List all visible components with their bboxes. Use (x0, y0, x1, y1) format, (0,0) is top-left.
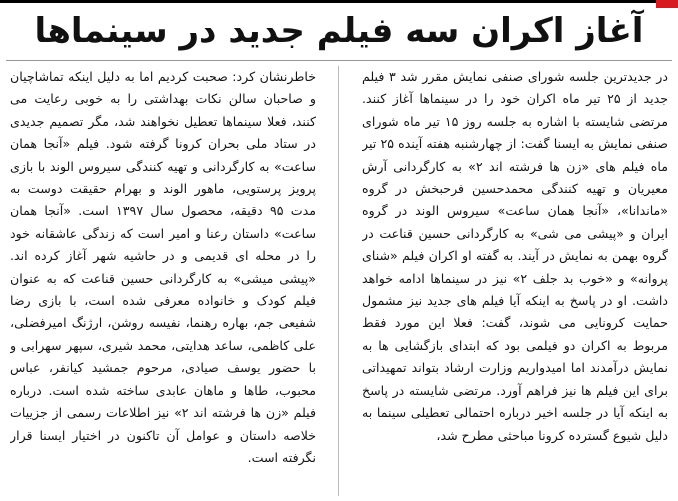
article-headline: آغاز اکران سه فیلم جدید در سینماها (34, 11, 644, 51)
headline-divider (6, 60, 672, 61)
top-rule (0, 0, 678, 3)
article-column-right (362, 66, 668, 496)
article-body-left: خاطرنشان کرد: صحبت کردیم اما به دلیل اینکه تماشاچیان و صاحبان سالن نکات بهداشتی را به خوبی رعایت می کنند، فعلا سینماها تعطیل نخواهند شد، مگر تصمیم جدیدی در ستاد ملی بحران کرونا گرفته شود. فیلم «آنجا همان ساعت» به کارگردانی و تهیه کنندگی سیروس الوند با بازی پرویز پرستویی، ماهور الوند و بهرام حقیقت دوست به مدت ۹۵ دقیقه، محصول سال ۱۳۹۷ است. «آنجا همان ساعت» داستان رعنا و امیر است که زندگی عاشقانه خود را در محله ای قدیمی و در حاشیه شهر آغاز کرده اند. «پیشی میشی» به کارگردانی حسین قناعت که به عنوان فیلم کودک و خانواده معرفی شده است، با بازی رضا شفیعی جم، بهاره رهنما، نفیسه روشن، ارژنگ امیرفضلی، علی کاظمی، ساعد هدایتی، محمد شیری، سپهر سهرابی و با حضور یوسف صیادی، مرحوم جمشید کیانفر، عباس محبوب، طاها و ماهان عابدی ساخته شده است. درباره فیلم «زن ها فرشته اند ۲» نیز اطلاعات رسمی از جزییات خلاصه داستان و عوامل آن تاکنون در اختیار ایسنا قرار نگرفته است. (10, 69, 316, 465)
article-column-left (10, 66, 316, 496)
column-divider (338, 66, 339, 496)
article-body-right: در جدیدترین جلسه شورای صنفی نمایش مقرر شد ۳ فیلم جدید از ۲۵ تیر ماه اکران خود را در سینماها آغاز کنند. مرتضی شایسته با اشاره به جلسه روز ۱۵ تیر ماه شورای صنفی نمایش به ایسنا گفت: از چهارشنبه هفته آینده ۲۵ تیر ماه فیلم های «زن ها فرشته اند ۲» به کارگردانی آرش معیریان و تهیه کنندگی محمدحسین فرحبخش در گروه «ماندانا»، «آنجا همان ساعت» سیروس الوند در گروه ایران و «پیشی می شی» به کارگردانی حسین قناعت در گروه بهمن به نمایش در آیند. به گفته او اکران فیلم «شنای پروانه» و «خوب بد جلف ۲» نیز در سینماها ادامه خواهد داشت. او در پاسخ به اینکه آیا فیلم های جدید نیز مشمول حمایت کرونایی می شوند، گفت: فعلا این مورد فقط مربوط به اکران دو فیلمی بود که ابتدای بازگشایی ها به نمایش درآمدند اما امیدواریم وزارت ارشاد بتواند تمهیداتی برای این فیلم ها نیز فراهم آورد. مرتضی شایسته در پاسخ به اینکه آیا در جلسه اخیر درباره احتمالی تعطیلی سینما به دلیل شیوع گسترده کرونا مباحثی مطرح شد، (362, 69, 668, 443)
